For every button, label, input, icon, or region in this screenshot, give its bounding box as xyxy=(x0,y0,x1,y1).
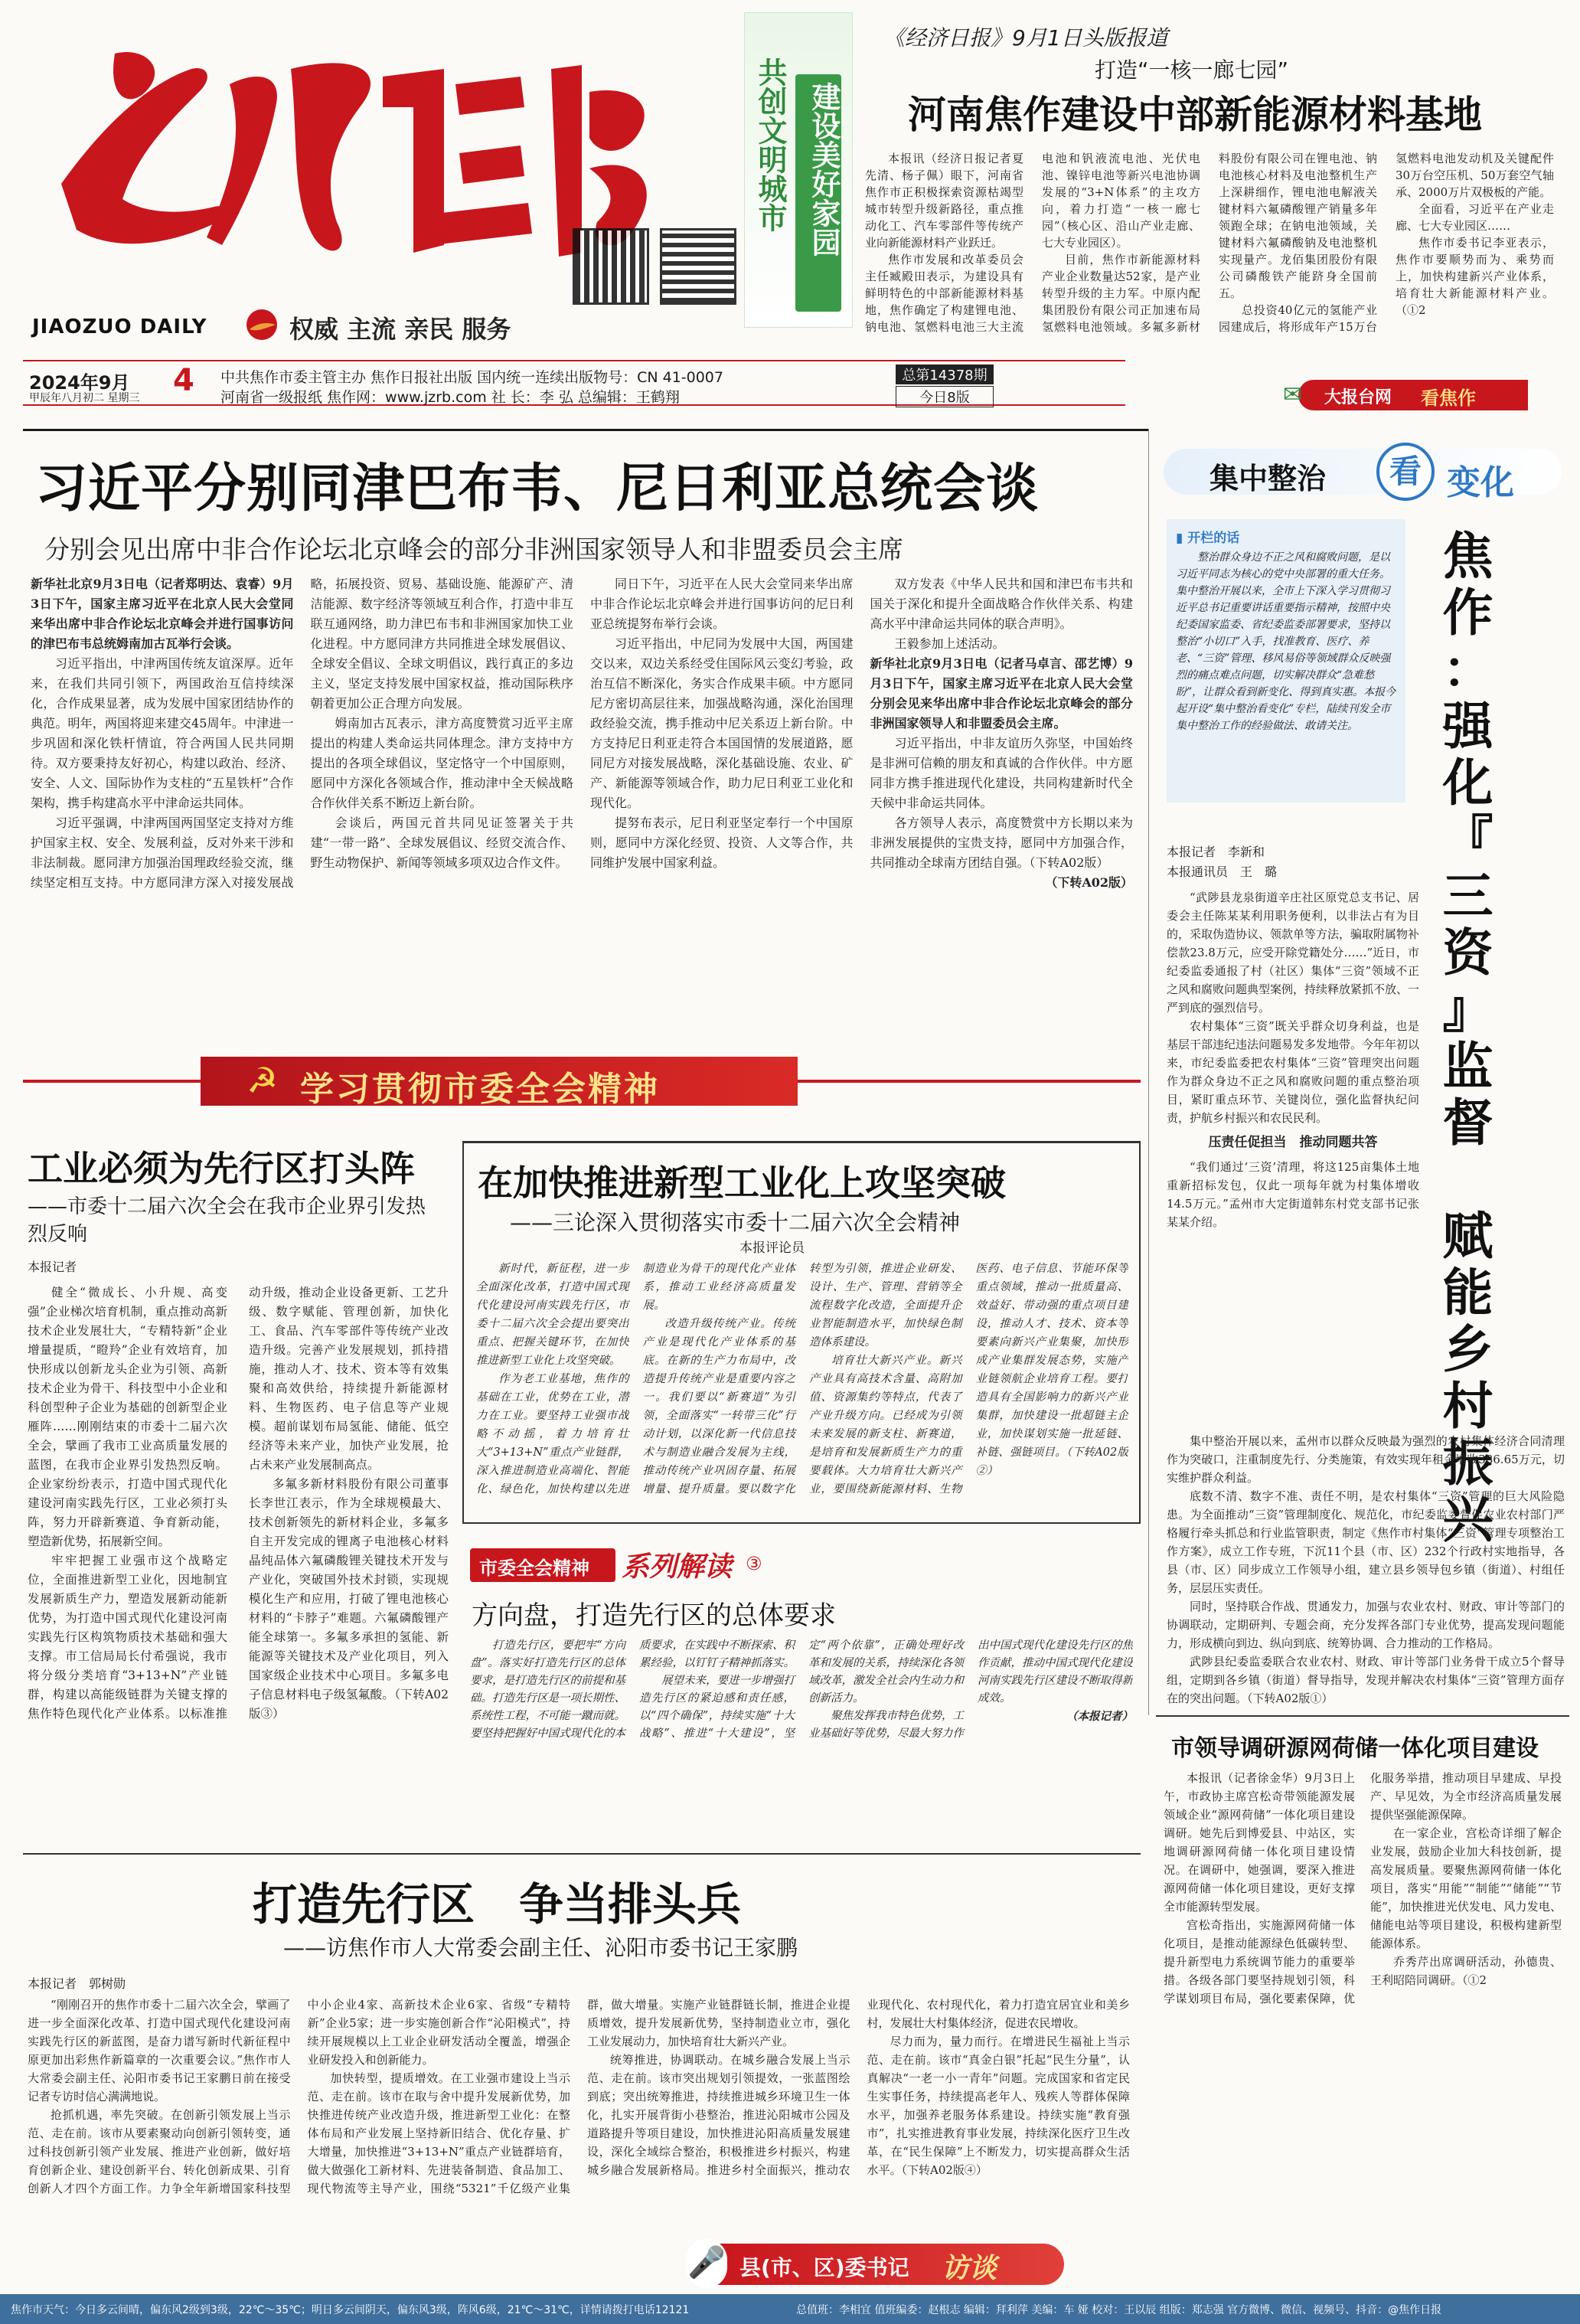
party-emblem-icon: ☭ xyxy=(246,1060,279,1101)
right-bottom-title: 市领导调研源网荷储一体化项目建设 xyxy=(1171,1735,1539,1762)
promo-text-left: 共创文明城市 xyxy=(753,57,787,232)
sidebar xyxy=(1156,429,1569,1715)
lead-story xyxy=(865,15,1562,409)
headline-col-1 xyxy=(1439,528,1497,1548)
headline-char: 兴 xyxy=(1442,1490,1493,1549)
sidebar-byline-1: 本报记者 李新和 xyxy=(1167,845,1265,859)
editorial-text: 整治群众身边不正之风和腐败问题，是以习近平同志为核心的党中央部署的重大任务。集中整治开展以来，全市上下深入学习贯彻习近平总书记重要讲话重要指示精神，按照中央纪委国家监委、省纪委监委部署要求，坚持以整治“小切口”入手，找准教育、医疗、养老、“三资”管理、移风易俗等领域群众反映强烈的痛点难点问题，切实解决群众“急难愁盼”，让群众看到新变化、得到真实惠。本报今起开设“集中整治看变化”专栏，陆续刊发全市集中整治工作的经验做法、敢请关注。 xyxy=(1176,551,1396,732)
county-banner xyxy=(687,2244,1064,2285)
headline-char xyxy=(1439,1152,1497,1208)
editorial-label: ▮ 开栏的话 xyxy=(1176,531,1240,546)
right-bottom-paragraph: 宫松奇指出，实施源网荷储一体化项目，是推动能源绿色低碳转型、提升新型电力系统调节能力的重要举措。各级各部门要坚持规划引领，科学谋划项目布局，强化要素保障，优化服务举措，推动项目早建成、早投产、早见效，为全市经济高质量发展提供坚强能源保障。 xyxy=(1164,1771,1562,2005)
headline-char: 能 xyxy=(1442,1263,1493,1322)
main-trailer: （下转A02版） xyxy=(1045,875,1133,890)
masthead-emblem-icon xyxy=(243,306,280,343)
masthead-logo xyxy=(31,23,666,276)
column-rule xyxy=(1148,429,1149,1715)
right-bottom-paragraph: 乔秀芹出席调研活动，孙德贵、王利昭陪同调研。（①2 xyxy=(1370,1955,1562,1987)
publisher-line-1: 中共焦作市委主管主办 焦作日报社出版 国内统一连续出版物号：CN 41-0007 xyxy=(220,369,723,386)
article-center-paragraph: 新时代，新征程，进一步全面深化改革，打造中国式现代化建设河南实践先行区，市委十二届六次全会提出要突出重点、把握关键环节，在加快推进新型工业化上攻坚突破。 xyxy=(476,1263,629,1367)
article-left-byline: 本报记者 xyxy=(28,1260,77,1274)
headline-char: 资 xyxy=(1442,923,1493,982)
sidebar-paragraph: “武陟县龙泉街道辛庄社区原党总支书记、居委会主任陈某某利用职务便利，以非法占有为目的，采取伪造协议、领款单等方法，骗取附属物补偿款23.8万元，应受开除党籍处分……”近日，市纪委监委通报了村（社区）集体“三资”领域不正之风和腐败问题典型案例，持续释放紧抓不放、一严到底的强烈信号。 xyxy=(1167,891,1419,1015)
tai-wang-label: 大报台网 xyxy=(1324,388,1392,407)
article-center-subtitle: ——三论深入贯彻落实市委十二届六次全会精神 xyxy=(510,1210,961,1235)
masthead-calligraphy xyxy=(31,23,666,276)
interview-paragraph: 尽力而为，量力而行。在增进民生福祉上当示范、走在前。该市“真金白银”托起“民生分量”，认真解决“一老一小一青年”问题。完成国家和省定民生实事任务，持续提高老年人、残疾人等群体保障水平，加强养老服务体系建设。持续实施“教育强市”，扎实推进教育事业发展，持续深化医疗卫生改革，在“民生保障”上不断发力，切实提高群众生活水平。（下转A02版④） xyxy=(867,2035,1130,2177)
qr-code-icon[interactable] xyxy=(573,228,649,305)
divider xyxy=(1156,1715,1569,1717)
main-paragraph: 习近平指出，中非友谊历久弥坚，中国始终是非洲可信赖的朋友和真诚的合作伙伴。中方愿同非方携手推进现代化建设，共同构建新时代全天候中非命运共同体。 xyxy=(870,736,1133,810)
sidebar-paragraph: 农村集体“三资”既关乎群众切身利益，也是基层干部违纪违法问题易发多发地带。今年年初以来，市纪委监委把农村集体“三资”管理突出问题作为群众身边不正之风和腐败问题的重点整治项目，紧盯重点环节、关键岗位，强化监督执纪问责，护航乡村振兴和农民民利。 xyxy=(1167,1019,1419,1125)
headline-char: 焦 xyxy=(1442,527,1493,586)
interview-subtitle: ——访焦作市人大常委会副主任、沁阳市委书记王家鹏 xyxy=(283,1935,798,1960)
masthead-slogan: 权威 主流 亲民 服务 xyxy=(289,315,511,344)
article-center-byline: 本报评论员 xyxy=(739,1240,805,1256)
lead-kicker: 《经济日报》9月1日头版报道 xyxy=(883,25,1168,51)
qr-code-icon[interactable] xyxy=(660,228,736,305)
issue-date: 2024年9月 xyxy=(29,372,130,394)
series-paragraph: 展望未来，要进一步增强打造先行区的紧迫感和责任感，以“四个确保”，持续实施“十大战略”、推进“十大建设”，坚定“两个依靠”，正确处理好改革和发展的关系，持续深化各领域改革，激发全社会内生动力和创新活力。 xyxy=(639,1639,964,1740)
sidebar-paragraph: “我们通过‘三资’清理，将这125亩集体土地重新招标发包，仅此一项每年就为村集体增收14.5万元。”孟州市大定街道韩东村党支部书记张某某介绍。 xyxy=(1167,1160,1419,1229)
article-center-title: 在加快推进新型工业化上攻坚突破 xyxy=(478,1162,1006,1204)
headline-char: 赋 xyxy=(1442,1207,1493,1266)
main-paragraph: 习近平指出，中津两国传统友谊深厚。近年来，在我们共同引领下，两国政治互信持续深化，合作成果显著，成为发展中国家团结协作的典范。明年，两国将迎来建交45周年。中津进一步巩固和深化铁杆情谊，符合两国人民共同期待。双方要秉持友好初心，构建以政治、经济、安全、人文、国际协作为支柱的“五星铁杆”合作架构，携手构建高水平中津命运共同体。 xyxy=(31,656,294,810)
sidebar-header-right: 变化 xyxy=(1447,463,1514,502)
series-label-2: 系列解读 xyxy=(622,1551,733,1583)
masthead-english: JIAOZUO DAILY xyxy=(32,315,207,338)
sidebar-vertical-headline xyxy=(1439,527,1554,1549)
series-box xyxy=(462,1538,1141,1859)
right-bottom-story xyxy=(1156,1715,1569,2297)
main-paragraph: 各方领导人表示，高度赞赏中方长期以来为非洲发展提供的宝贵支持，愿同中方加强合作，共同推动全球南方团结自强。（下转A02版） xyxy=(870,816,1133,870)
article-center-body xyxy=(476,1260,1128,1517)
second-dateline: 新华社北京9月3日电（记者马卓言、邵艺博）9月3日下午，国家主席习近平在北京人民大会堂分别会见来华出席中非合作论坛北京峰会的部分非洲国家领导人和非盟委员会主席。 xyxy=(870,656,1133,731)
main-paragraph: 习近平指出，中尼同为发展中大国，两国建交以来，双边关系经受住国际风云变幻考验，政治互信不断深化，务实合作成果丰硕。中方愿同尼方密切高层往来，加强战略沟通，深化治国理政经验交流，携手推动中尼关系迈上新台阶。中方支持尼日利亚走符合本国国情的发展道路，愿同尼方对接发展战略，深化基础设施、农业、矿产、新能源等领域合作，助力尼日利亚工业化和现代化。 xyxy=(590,636,854,810)
issue-number: 总第14378期 xyxy=(896,364,994,384)
lead-paragraph: 目前，焦作市新能源材料产业企业数量达52家，是产业转型升级的主力军。中原内配集团股份有限公司正加速布局氢燃料电池领域。多氟多新材料股份有限公司在锂电池、钠电池核心材料及电池整机生产上深耕细作，锂电池电解液关键材料六氟磷酸锂产销量多年领跑全球；在钠电池领域，关键材料六氟磷酸钠及电池整机实现量产。龙佰集团股份有限公司磷酸铁产能跻身全国前五。 xyxy=(1042,152,1377,334)
series-body xyxy=(470,1637,1133,1852)
main-paragraph: 同日下午，习近平在人民大会堂同来华出席中非合作论坛北京峰会并进行国事访问的尼日利亚总统提努布举行会谈。 xyxy=(590,577,854,631)
headline-char: 督 xyxy=(1442,1093,1493,1152)
sidebar-paragraph: 底数不清、数字不准、责任不明，是农村集体“三资”管理的巨大风险隐患。为全面推动“三资”管理制度化、规范化，市纪委监委督促农业农村部门严格履行牵头抓总和行业监管职责，制定《焦作市村集体“三资”管理专项整治工作方案》，成立工作专班，下沉11个县（市、区）232个行政村实地指导，各县（市、区）同步成立工作领导小组，建立县乡领导包乡镇（街道）、村组任务，层层压实责任。 xyxy=(1167,1489,1565,1595)
series-paragraph: 聚焦发挥我市特色优势，工业基础好等优势，尽最大努力作出中国式现代化建设先行区的焦作贡献，推动中国式现代化建设河南实践先行区建设不断取得新成效。 xyxy=(808,1639,1133,1740)
main-paragraph: 提努布表示，尼日利亚坚定奉行一个中国原则，愿同中方深化经贸、投资、人文等合作，共同维护发展中国家利益。 xyxy=(590,816,854,870)
sidebar-body-1 xyxy=(1167,888,1419,1424)
article-left-paragraph: 多氟多新材料股份有限公司董事长李世江表示，作为全球规模最大、技术创新领先的新材料企业，多氟多自主开发完成的锂离子电池核心材料晶纯品体六氟磷酸锂关键技术开发与产业化，突破国外技术封锁，实现规模化生产和应用，打破了锂电池核心材料的“卡脖子”难题。六氟磷酸锂产能全球第一。多氟多承担的氢能、新能源等关键技术及产业化项目，列入国家级企业技术中心项目。多氟多电子信息材料电子级氢氟酸。（下转A02版③） xyxy=(249,1477,449,1721)
series-title: 方向盘，打造先行区的总体要求 xyxy=(472,1600,836,1631)
lead-paragraph: 全面看，习近平在产业走廊、七大专业园区…… xyxy=(1396,202,1554,233)
right-bottom-paragraph: 本报讯（记者徐金华）9月3日上午，市政协主席宫松奇带领能源发展领域企业“源网荷储”一体化项目建设调研。她先后到博爱县、中站区，实地调研源网荷储一体化项目建设情况。在调研中，她强调，要深入推进源网荷储一体化项目建设，更好支撑全市能源转型发展。 xyxy=(1164,1771,1355,1914)
right-bottom-body xyxy=(1164,1769,1562,2282)
footer-weather: 焦作市天气：今日多云间晴，偏东风2级到3级，22℃～35℃；明日多云间阴天，偏东风3级，阵风6级，21℃～31℃，详情请拨打电话12121 xyxy=(11,2304,690,2316)
publisher-line-2: 河南省一级报纸 焦作网：www.jzrb.com 社 长：李 弘 总编辑：王鹤翔 xyxy=(220,389,680,406)
article-left-title: 工业必须为先行区打头阵 xyxy=(28,1148,415,1189)
interview-byline: 本报记者 郭树勋 xyxy=(28,1976,126,1991)
sidebar-paragraph: 武陟县纪委监委联合农业农村、财政、审计等部门业务骨干成立5个督导组，定期到各乡镇（街道）督导指导，发现并解决农村集体“三资”管理方面存在的突出问题。（下转A02版①） xyxy=(1167,1655,1565,1705)
editorial-box xyxy=(1167,519,1405,802)
sidebar-header xyxy=(1164,441,1562,502)
headline-char: 村 xyxy=(1442,1377,1493,1436)
banner-title: 学习贯彻市委全会精神 xyxy=(300,1070,660,1109)
microphone-icon: 🎤 xyxy=(686,2239,727,2288)
interview-body xyxy=(28,1996,1130,2286)
banner-box xyxy=(201,1057,798,1109)
article-left-paragraph: 牢牢把握工业强市这个战略定位，全面推进新型工业化，因地制宜发展新质生产力，塑造发展新动能新优势，为打造中国式现代化建设河南实践先行区构筑物质技术基础和强大支撑。市工信局局长付希强说，我市将分级分类培育“3+13+N”产业链群，构建以高能级链群为关键支撑的焦作特色现代化产业体系。以标准推动升级，推动企业设备更新、工艺升级、数字赋能、管理创新，加快化工、食品、汽车零部件等传统产业改造升级。完善产业发展规划，抓持措施，推动人才、技术、资本等有效集聚和高效供给，持续提升新能源材料、生物医药、电子信息等产业规模。超前谋划布局氢能、储能、低空经济等未来产业，加快产业发展，抢占未来产业发展制高点。 xyxy=(28,1286,449,1721)
chat-icon: ✉ xyxy=(1283,381,1303,408)
sidebar-paragraph: 同时，坚持联合作战、贯通发力，加强与农业农村、财政、审计等部门的协调联动，定期研判、专题会商，充分发挥各部门专业优势，提高发现问题能力，形成横向到边、纵向到底、统筹协调、合力推动的工作格局。 xyxy=(1167,1600,1565,1650)
lunar-date: 甲辰年八月初二 星期三 xyxy=(29,392,140,404)
lead-paragraph: 本报讯（经济日报记者夏先清、杨子佩）眼下，河南省焦作市正积极探索资源枯竭型城市转型升级新路径，重点推动化工、汽车零部件等传统产业向新能源材料产业跃迁。 xyxy=(865,152,1023,250)
footer xyxy=(0,2294,1580,2324)
page-count: 今日8版 xyxy=(896,386,994,407)
lead-body xyxy=(865,150,1554,372)
divider xyxy=(23,1853,1141,1855)
watch-jiaozuo-label: 看焦作 xyxy=(1421,387,1476,409)
headline-char: 监 xyxy=(1442,1037,1493,1096)
lead-paragraph: 焦作市发展和改革委员会主任臧殿田表示，为建设具有鲜明特色的中部新能源材料基地，焦作确定了构建锂电池、钠电池、氢燃料电池三大主流电池和钒液流电池、光伏电池、镍锌电池等新兴电池协调发展的“3+N体系”的主攻方向，着力打造“一核一廊七园”（核心区、沿山产业走廊、七大专业园区）。 xyxy=(865,152,1200,334)
interview-paragraph: 抢抓机遇，率先突破。在创新引领发展上当示范、走在前。该市从要素聚动向创新引领转变，通过科技创新引领产业发展、推进产业创新，做好培育创新企业、建设创新平台、转化创新成果、引育创新人才四个方面工作。力争全年新增国家科技型中小企业4家、高新技术企业6家、省级“专精特新”企业5家；进一步实施创新合作“沁阳模式”，持续开展规模以上工业企业研发活动全覆盖，增强企业研发投入和创新能力。 xyxy=(28,1998,570,2195)
headline-char: 『 xyxy=(1442,810,1493,869)
editorial-label-text: 开栏的话 xyxy=(1187,531,1240,546)
county-banner-label: 县(市、区)委书记 xyxy=(739,2255,909,2280)
main-dateline: 新华社北京9月3日电（记者郑明达、袁睿）9月3日下午，国家主席习近平在北京人民大会堂同来华出席中非合作论坛北京峰会并进行国事访问的津巴布韦总统姆南加古瓦举行会谈。 xyxy=(31,577,294,651)
interview-title: 打造先行区 争当排头兵 xyxy=(253,1878,742,1930)
main-paragraph: 习近平强调，中津两国两国坚定支持对方维护国家主权、安全、发展利益，反对外来干涉和非法制裁。愿同津方加强治国理政经验交流，继续坚定相互支持。中方愿同津方深入对接发展战略，拓展投资、贸易、基础设施、能源矿产、清洁能源、数字经济等领域互利合作，打造中非互联互通网络，助力津巴布韦和非洲国家加快工业化进程。中方愿同津方共同推进全球发展倡议、全球安全倡议、全球文明倡议，践行真正的多边主义，坚定支持发展中国家权益，推动国际秩序朝着更加公正合理方向发展。 xyxy=(31,577,573,890)
main-story-body xyxy=(31,574,1133,1026)
lead-paragraph: 总投资40亿元的氢能产业园建成后，将形成年产15万台氢燃料电池发动机及关键配件30万台空压机、50万套空气轴承、2000万片双极板的产能。 xyxy=(1219,152,1554,334)
main-headline: 习近平分别同津巴布韦、尼日利亚总统会谈 xyxy=(35,459,1040,519)
article-left-subtitle: ——市委十二届六次全会在我市企业界引发热烈反响 xyxy=(28,1195,426,1246)
main-subtitle: 分别会见出席中非合作论坛北京峰会的部分非洲国家领导人和非盟委员会主席 xyxy=(44,534,903,564)
series-tag xyxy=(470,1545,807,1584)
article-center xyxy=(462,1141,1141,1524)
article-center-paragraph: 培育壮大新兴产业。新兴产业具有高技术含量、高附加值、资源集约等特点，代表了产业升级方向。已经成为引领未来发展的新支柱、新赛道，是培育和发展新质生产力的重要载体。大力培育壮大新兴产业，要围绕新能源材料、生物医药、电子信息、节能环保等重点领域，推动一批质量高、效益好、带动强的重点项目建设，推动人才、技术、资本等要素向新兴产业集聚，加快形成产业集群发展态势，实施产业链领航企业培育工程。要打造具有全国影响力的新兴产业集群，加快建设一批超链主企业，加快谋划实施一批延链、补链、强链项目。（下转A02版②） xyxy=(809,1263,1128,1495)
county-banner-label-2: 访谈 xyxy=(942,2253,997,2284)
headline-char: 乡 xyxy=(1442,1320,1493,1379)
interview-paragraph: 统筹推进，协调联动。在城乡融合发展上当示范、走在前。该市突出规划引领提效，一张蓝图绘到底；突出统筹推进，持续推进城乡环境卫生一体化，扎实开展背街小巷整治，推进沁阳城市公园及道路提升等项目建设，加快推进沁阳高质量发展建设，深化全域综合整治，积极推进乡村振兴，构建城乡融合发展新格局。推进乡村全面振兴，推动农业现代化、农村现代化，着力打造宜居宜业和美乡村，发展壮大村集体经济，促进农民增收。 xyxy=(587,1998,1130,2177)
series-number: ③ xyxy=(746,1553,762,1574)
headline-char: 』 xyxy=(1442,980,1493,1039)
main-paragraph: 会谈后，两国元首共同见证签署关于共建“一带一路”、全球发展倡议、经贸交流合作、野生动物保护、新闻等领域多项双边合作文件。 xyxy=(310,816,573,870)
sidebar-byline-2: 本报通讯员 王 璐 xyxy=(1167,865,1278,879)
sidebar-subhead: 压责任促担当 推动同题共答 xyxy=(1208,1135,1378,1150)
headline-char: ： xyxy=(1442,640,1493,699)
article-left-paragraph: 健全“微成长、小升规、高变强”企业梯次培育机制，重点推动高新技术企业发展壮大，“专精特新”企业增量提质，“瞪羚”企业有效培育，加快形成以创新龙头企业为引领、高新技术企业为骨干、科技型中小企业和科创型种子企业为基础的创新型企业雁阵……刚刚结束的市委十二届六次全会，擘画了我市工业高质量发展的蓝图，在我市企业界引发热烈反响。企业家纷纷表示，打造中国式现代化建设河南实践先行区，工业必须打头阵，努力开辟新赛道、争育新动能，塑造新优势，拓展新空间。 xyxy=(28,1286,227,1548)
series-label: 市委全会精神 xyxy=(479,1558,589,1579)
article-left-body xyxy=(28,1283,449,1835)
headline-char: 作 xyxy=(1442,583,1493,642)
tai-wang-banner[interactable] xyxy=(1283,380,1528,410)
interview-paragraph: 加快转型，提质增效。在工业强市建设上当示范、走在前。该市在取与舍中提升发展新优势，加快推进传统产业改造升级，推进新型工业化：在整体布局和产业发展上坚持新旧结合、优化存量、扩大增量，加快推进“3+13+N”重点产业链群培育，做大做强化工新材料、先进装备制造、食品加工、现代物流等主导产业，围绕“5321”千亿级产业集群，做大增量。实施产业链群链长制，推进企业提质增效，提升发展新优势，坚持制造业立市，强化工业发展动力，加快培育壮大新兴产业。 xyxy=(307,1998,850,2195)
main-paragraph: 姆南加古瓦表示，津方高度赞赏习近平主席提出的构建人类命运共同体理念。津方支持中方提出的各项全球倡议，坚定恪守一个中国原则，愿同中方深化各领域合作，推动津中全天候战略合作伙伴关系不断迈上新台阶。 xyxy=(310,716,573,810)
issue-day: 4 xyxy=(173,363,194,398)
promo-banner xyxy=(744,12,853,328)
series-paragraph: （本报记者） xyxy=(1066,1710,1133,1723)
right-bottom-paragraph: 在一家企业，宫松奇详细了解企业发展，鼓励企业加大科技创新，提高发展质量。要聚焦源网荷储一体化项目，落实“用能”“制能”“储能”“节能”，加快推进光伏发电、风力发电、储能电站等项目建设，积极构建新型能源体系。 xyxy=(1370,1826,1562,1950)
sidebar-paragraph: 集中整治开展以来，孟州市以群众反映最为强烈的农村集体经济合同清理作为突破口，注重制度先行、分类施策，有效实现年租金增收386.65万元，切实维护群众利益。 xyxy=(1167,1434,1565,1485)
promo-text-right: 建设美好家园 xyxy=(795,74,841,312)
interview xyxy=(23,1861,1141,2290)
lead-subtitle: 打造“一核一廊七园” xyxy=(1095,57,1289,83)
headline-char: 三 xyxy=(1442,867,1493,926)
article-center-paragraph: 改造升级传统产业。传统产业是现代化产业体系的基底。在新的生产力布局中，改造提升传统产业是重要内容之一。我们要以“新赛道”为引领，全面落实“一转带三化”行动计划，以深化新一代信息技术与制造业融合发展为主线，推动传统产业巩固存量、拓展增量、提升质量。要以数字化转型为引领，推进企业研发、设计、生产、管理、营销等全流程数字化改造，全面提升企业智能制造水平，加快绿色制造体系建设。 xyxy=(642,1263,962,1495)
interview-paragraph: “刚刚召开的焦作市委十二届六次全会，擘画了进一步全面深化改革、打造中国式现代化建设河南实践先行区的新蓝图，是奋力谱写新时代新征程中原更加出彩焦作新篇章的一次重要会议。”焦作市人大常委会副主任、沁阳市委书记王家鹏日前在接受记者专访时信心满满地说。 xyxy=(28,1998,291,2103)
headline-char: 化 xyxy=(1442,753,1493,812)
headline-char: 振 xyxy=(1442,1433,1493,1492)
main-paragraph: 双方发表《中华人民共和国和津巴布韦共和国关于深化和提升全面战略合作伙伴关系、构建高水平中津命运共同体的联合声明》。 xyxy=(870,577,1133,631)
sidebar-body-2 xyxy=(1167,1432,1565,1708)
series-paragraph: 打造先行区，要把牢“方向盘”。落实好打造先行区的总体要求，是打造先行区的前提和基础。打造先行区是一项长期性、系统性工程，不可能一蹴而就。要坚持把握好中国式现代化的本质要求，在实践中不断探索、积累经验，以钉钉子精神抓落实。 xyxy=(470,1639,795,1740)
lead-paragraph: 焦作市委书记李亚表示，焦作市要顺势而为、乘势而上，加快构建新兴产业体系，培育壮大新能源材料产业。（①2 xyxy=(1396,236,1554,317)
footer-staff: 总值班：李相宜 值班编委：赵根志 编辑：拜利萍 美编：车 娅 校对：王以辰 组版：郑志强 官方微博、微信、视频号、抖音：@焦作日报 xyxy=(796,2304,1442,2316)
divider xyxy=(23,429,1148,431)
section-banner xyxy=(23,1057,1141,1109)
article-left xyxy=(23,1126,452,1845)
sidebar-header-circle: 看 xyxy=(1376,443,1435,501)
headline-char: 强 xyxy=(1442,697,1493,756)
lead-headline: 河南焦作建设中部新能源材料基地 xyxy=(908,93,1482,137)
main-paragraph: 王毅参加上述活动。 xyxy=(894,636,1005,651)
sidebar-header-left: 集中整治 xyxy=(1209,462,1327,495)
article-center-paragraph: 作为老工业基地，焦作的基础在工业，优势在工业，潜力在工业。要坚持工业强市战略不动摇，着力培育壮大“3+13+N”重点产业链群，深入推进制造业高端化、智能化、绿色化，加快构建以先进制造业为骨干的现代化产业体系，推动工业经济高质量发展。 xyxy=(476,1263,795,1495)
